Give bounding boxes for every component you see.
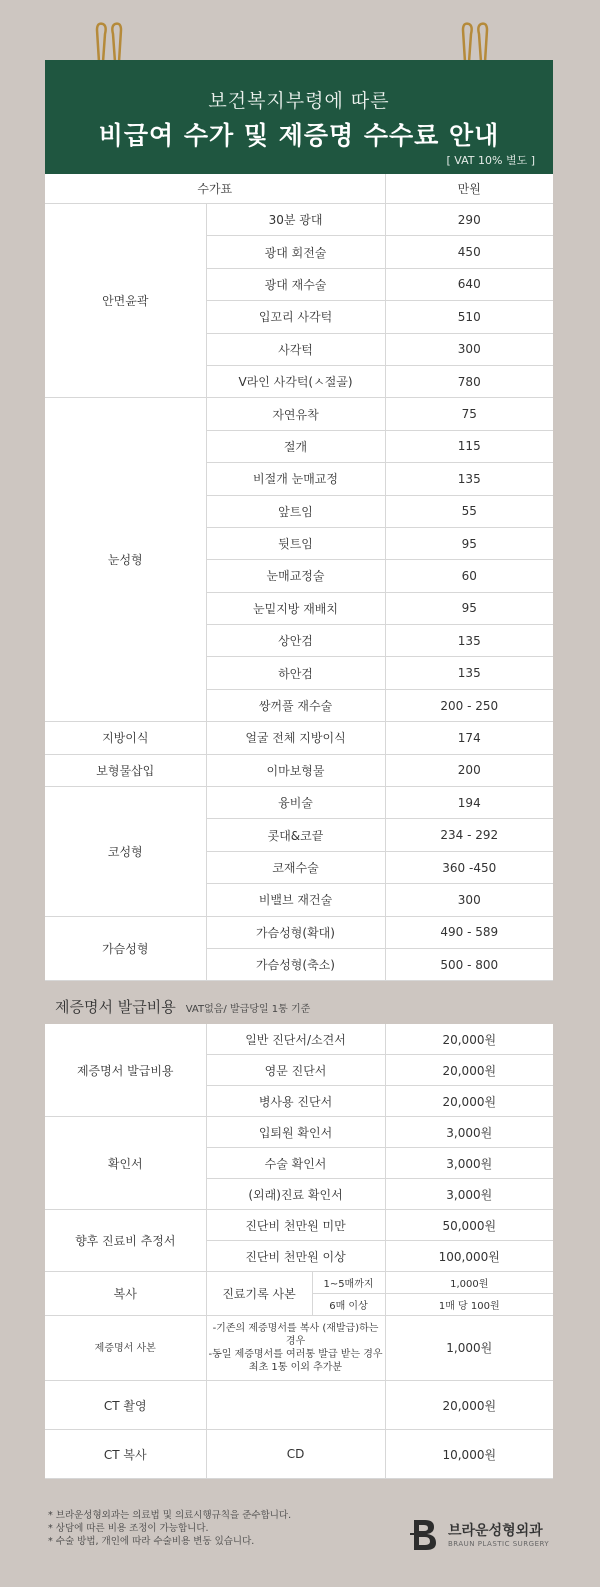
table-row <box>45 1381 553 1430</box>
fee-table <box>45 174 553 981</box>
item-cell: 사각턱 <box>206 333 385 365</box>
fee-table-body <box>45 204 553 981</box>
item-cell: 병사용 진단서 <box>206 1086 385 1117</box>
table-row <box>45 1316 553 1381</box>
price-cell: 50,000원 <box>385 1210 553 1241</box>
note-line: 최초 1통 이외 추가분 <box>248 1362 343 1373</box>
item-cell: 절개 <box>206 430 385 462</box>
price-cell: 1,000원 <box>385 1272 553 1294</box>
table-row <box>45 754 553 786</box>
footer-note: * 수술 방법, 개인에 따라 수술비용 변동 있습니다. <box>48 1536 255 1547</box>
price-cell: 174 <box>385 722 553 754</box>
price-cell: 3,000원 <box>385 1117 553 1148</box>
price-cell: 20,000원 <box>385 1381 553 1430</box>
price-cell: 20,000원 <box>385 1086 553 1117</box>
item-cell: CD <box>206 1430 385 1479</box>
item-cell: 콧대&코끝 <box>206 819 385 851</box>
category-cell: 안면윤곽 <box>45 204 206 398</box>
footer-notes <box>48 1509 291 1548</box>
header-subtitle: 보건복지부령에 따른 <box>208 90 390 112</box>
price-cell: 360 -450 <box>385 851 553 883</box>
item-cell: 진료기록 사본 <box>206 1272 312 1316</box>
table-row <box>45 1210 553 1241</box>
price-cell: 300 <box>385 884 553 916</box>
item-cell: 코재수술 <box>206 851 385 883</box>
cert-table <box>45 1024 553 1479</box>
item-cell: 진단비 천만원 이상 <box>206 1241 385 1272</box>
category-cell: 복사 <box>45 1272 206 1316</box>
item-cell: 융비술 <box>206 787 385 819</box>
header-title: 비급여 수가 및 제증명 수수료 안내 <box>98 121 500 150</box>
vat-note: [ VAT 10% 별도 ] <box>446 154 535 167</box>
item-cell: 광대 회전술 <box>206 236 385 268</box>
note-cell <box>206 1316 385 1381</box>
item-cell: 상안검 <box>206 625 385 657</box>
price-cell: 500 - 800 <box>385 948 553 980</box>
price-cell: 3,000원 <box>385 1148 553 1179</box>
category-cell: CT 복사 <box>45 1430 206 1479</box>
cert-section-title <box>55 996 310 1017</box>
table-row <box>45 1430 553 1479</box>
price-cell: 1,000원 <box>385 1316 553 1381</box>
clinic-logo <box>410 1516 560 1558</box>
price-cell: 135 <box>385 625 553 657</box>
braun-logo-icon <box>410 1516 438 1554</box>
category-cell: 눈성형 <box>45 398 206 722</box>
price-cell: 55 <box>385 495 553 527</box>
item-cell: 비밸브 재건술 <box>206 884 385 916</box>
price-cell: 640 <box>385 268 553 300</box>
fee-head-price: 만원 <box>385 174 553 204</box>
item-cell: 일반 진단서/소견서 <box>206 1024 385 1055</box>
item-cell: 수술 확인서 <box>206 1148 385 1179</box>
table-row <box>45 787 553 819</box>
logo-name: 브라운성형외과 <box>448 1523 543 1539</box>
price-cell: 95 <box>385 527 553 559</box>
price-cell: 234 - 292 <box>385 819 553 851</box>
footer-note: * 브라운성형외과는 의료법 및 의료시행규칙을 준수합니다. <box>48 1510 292 1521</box>
price-cell: 3,000원 <box>385 1179 553 1210</box>
table-row <box>45 1272 553 1294</box>
item-cell: 자연유착 <box>206 398 385 430</box>
note-line: -기존의 제증명서를 복사 (재발급)하는 경우 <box>212 1323 379 1347</box>
cert-title-sub: VAT없음/ 발급당일 1통 기준 <box>185 1004 311 1015</box>
price-cell: 95 <box>385 592 553 624</box>
item-cell: 입꼬리 사각턱 <box>206 301 385 333</box>
item-cell: 얼굴 전체 지방이식 <box>206 722 385 754</box>
note-line: -동일 제증명서를 여러통 발급 받는 경우 <box>208 1349 383 1360</box>
table-row <box>45 204 553 236</box>
category-cell: 코성형 <box>45 787 206 917</box>
item-cell: 눈매교정술 <box>206 560 385 592</box>
price-cell: 100,000원 <box>385 1241 553 1272</box>
price-cell: 300 <box>385 333 553 365</box>
category-cell: 확인서 <box>45 1117 206 1210</box>
table-row <box>45 1117 553 1148</box>
fee-table-panel <box>45 174 553 981</box>
item-cell: 입퇴원 확인서 <box>206 1117 385 1148</box>
category-cell: CT 촬영 <box>45 1381 206 1430</box>
price-cell: 20,000원 <box>385 1024 553 1055</box>
table-row <box>45 398 553 430</box>
item-cell: 영문 진단서 <box>206 1055 385 1086</box>
item-cell <box>206 1381 385 1430</box>
range-cell: 6매 이상 <box>312 1294 385 1316</box>
cert-title-text: 제증명서 발급비용 <box>55 998 176 1016</box>
category-cell: 가슴성형 <box>45 916 206 981</box>
category-cell: 제증명서 발급비용 <box>45 1024 206 1117</box>
cert-table-panel <box>45 1024 553 1479</box>
table-row <box>45 1024 553 1055</box>
item-cell: 이마보형물 <box>206 754 385 786</box>
table-row <box>45 916 553 948</box>
category-cell: 지방이식 <box>45 722 206 754</box>
price-cell: 135 <box>385 463 553 495</box>
range-cell: 1~5매까지 <box>312 1272 385 1294</box>
price-cell: 10,000원 <box>385 1430 553 1479</box>
logo-english: BRAUN PLASTIC SURGERY <box>448 1540 550 1548</box>
fee-table-header <box>45 174 553 204</box>
notice-header <box>45 60 553 174</box>
price-cell: 115 <box>385 430 553 462</box>
category-cell: 향후 진료비 추정서 <box>45 1210 206 1272</box>
item-cell: 뒷트임 <box>206 527 385 559</box>
category-cell: 보형물삽입 <box>45 754 206 786</box>
item-cell: (외래)진료 확인서 <box>206 1179 385 1210</box>
item-cell: 진단비 천만원 미만 <box>206 1210 385 1241</box>
price-cell: 200 - 250 <box>385 689 553 721</box>
price-cell: 200 <box>385 754 553 786</box>
item-cell: 가슴성형(확대) <box>206 916 385 948</box>
price-cell: 490 - 589 <box>385 916 553 948</box>
fee-head-item: 수가표 <box>45 174 385 204</box>
item-cell: 앞트임 <box>206 495 385 527</box>
item-cell: V라인 사각턱(ㅅ절골) <box>206 365 385 397</box>
item-cell: 30분 광대 <box>206 204 385 236</box>
price-cell: 450 <box>385 236 553 268</box>
price-cell: 60 <box>385 560 553 592</box>
item-cell: 가슴성형(축소) <box>206 948 385 980</box>
item-cell: 비절개 눈매교정 <box>206 463 385 495</box>
item-cell: 하안검 <box>206 657 385 689</box>
price-cell: 75 <box>385 398 553 430</box>
item-cell: 쌍꺼풀 재수술 <box>206 689 385 721</box>
price-cell: 135 <box>385 657 553 689</box>
item-cell: 눈밑지방 재배치 <box>206 592 385 624</box>
price-cell: 1매 당 100원 <box>385 1294 553 1316</box>
item-cell: 광대 재수술 <box>206 268 385 300</box>
price-cell: 780 <box>385 365 553 397</box>
price-cell: 510 <box>385 301 553 333</box>
footer-note: * 상담에 따른 비용 조정이 가능합니다. <box>48 1523 209 1534</box>
category-cell: 제증명서 사본 <box>45 1316 206 1381</box>
price-cell: 194 <box>385 787 553 819</box>
price-cell: 290 <box>385 204 553 236</box>
price-cell: 20,000원 <box>385 1055 553 1086</box>
table-row <box>45 722 553 754</box>
